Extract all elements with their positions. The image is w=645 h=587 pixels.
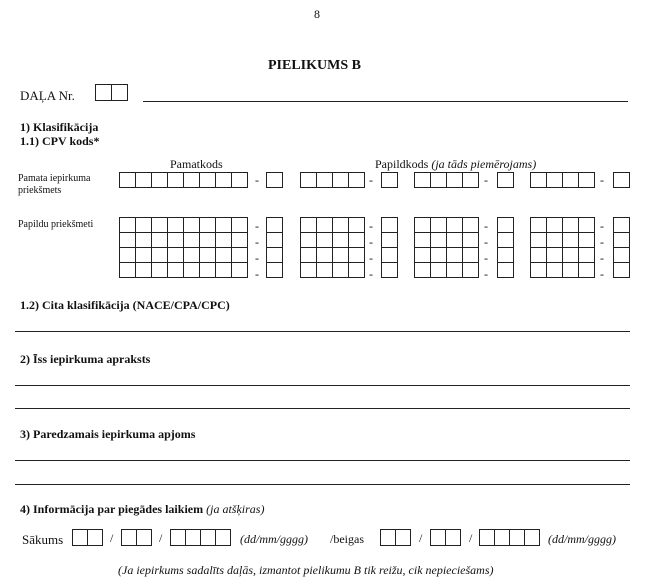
start-year-boxes[interactable] — [170, 529, 231, 546]
section-1-2-heading: 1.2) Cita klasifikācija (NACE/CPA/CPC) — [20, 298, 230, 312]
cpv-additional-extra-3[interactable] — [530, 217, 595, 278]
cpv-additional-extra-check-1[interactable] — [381, 217, 398, 278]
cpv-dash-column: - - - - — [255, 219, 259, 281]
additional-subjects-label: Papildu priekšmeti — [18, 219, 94, 230]
section-4-heading: 4) Informācija par piegādes laikiem — [20, 502, 204, 516]
start-day-boxes[interactable] — [72, 529, 103, 546]
cpv-dash: - — [484, 173, 488, 187]
extra-code-header: Papildkods — [375, 157, 429, 171]
cpv-extra-check-3[interactable] — [613, 172, 630, 188]
end-year-boxes[interactable] — [479, 529, 540, 546]
cpv-extra-code-1[interactable] — [300, 172, 365, 188]
main-subject-label-line2: priekšmets — [18, 185, 62, 196]
end-label: /beigas — [330, 532, 364, 546]
date-slash: / — [159, 531, 163, 545]
cpv-dash-column: - - - - — [484, 219, 488, 281]
page-number: 8 — [314, 7, 320, 21]
page-title: PIELIKUMS B — [268, 58, 361, 73]
part-number-boxes[interactable] — [95, 84, 128, 101]
part-label: DAĻA Nr. — [20, 88, 75, 103]
main-subject-label-line1: Pamata iepirkuma — [18, 173, 91, 184]
date-slash: / — [110, 531, 114, 545]
cpv-additional-main-boxes[interactable] — [119, 217, 248, 278]
end-day-boxes[interactable] — [380, 529, 411, 546]
start-month-boxes[interactable] — [121, 529, 152, 546]
start-label: Sākums — [22, 532, 64, 547]
cpv-additional-check-boxes[interactable] — [266, 217, 283, 278]
cpv-additional-extra-check-3[interactable] — [613, 217, 630, 278]
cpv-dash: - — [600, 173, 604, 187]
part-name-line[interactable] — [143, 101, 628, 102]
cpv-main-code-boxes[interactable] — [119, 172, 248, 188]
cpv-dash: - — [255, 173, 259, 187]
volume-line-2[interactable] — [15, 484, 630, 485]
cpv-additional-extra-check-2[interactable] — [497, 217, 514, 278]
cpv-dash: - — [369, 173, 373, 187]
section-4-note: (ja atšķiras) — [206, 502, 265, 516]
section-3-heading: 3) Paredzamais iepirkuma apjoms — [20, 427, 196, 441]
section-1-heading: 1) Klasifikācija — [20, 120, 99, 134]
section-2-heading: 2) Īss iepirkuma apraksts — [20, 352, 151, 366]
cpv-dash-column: - - - - — [369, 219, 373, 281]
cpv-extra-code-2[interactable] — [414, 172, 479, 188]
cpv-extra-check-2[interactable] — [497, 172, 514, 188]
end-date-format: (dd/mm/gggg) — [548, 532, 616, 546]
start-date-format: (dd/mm/gggg) — [240, 532, 308, 546]
cpv-dash-column: - - - - — [600, 219, 604, 281]
cpv-check-box[interactable] — [266, 172, 283, 188]
cpv-extra-code-3[interactable] — [530, 172, 595, 188]
cpv-extra-check-1[interactable] — [381, 172, 398, 188]
date-slash: / — [419, 531, 423, 545]
volume-line-1[interactable] — [15, 460, 630, 461]
date-slash: / — [469, 531, 473, 545]
description-line-1[interactable] — [15, 385, 630, 386]
other-classification-line[interactable] — [15, 331, 630, 332]
section-1-1-heading: 1.1) CPV kods* — [20, 134, 100, 148]
cpv-additional-extra-1[interactable] — [300, 217, 365, 278]
extra-code-note: (ja tāds piemērojams) — [431, 157, 537, 171]
end-month-boxes[interactable] — [430, 529, 461, 546]
cpv-additional-extra-2[interactable] — [414, 217, 479, 278]
description-line-2[interactable] — [15, 408, 630, 409]
footer-note: (Ja iepirkums sadalīts daļās, izmantot pielikumu B tik reižu, cik nepieciešams) — [118, 563, 494, 577]
main-code-header: Pamatkods — [170, 157, 223, 171]
